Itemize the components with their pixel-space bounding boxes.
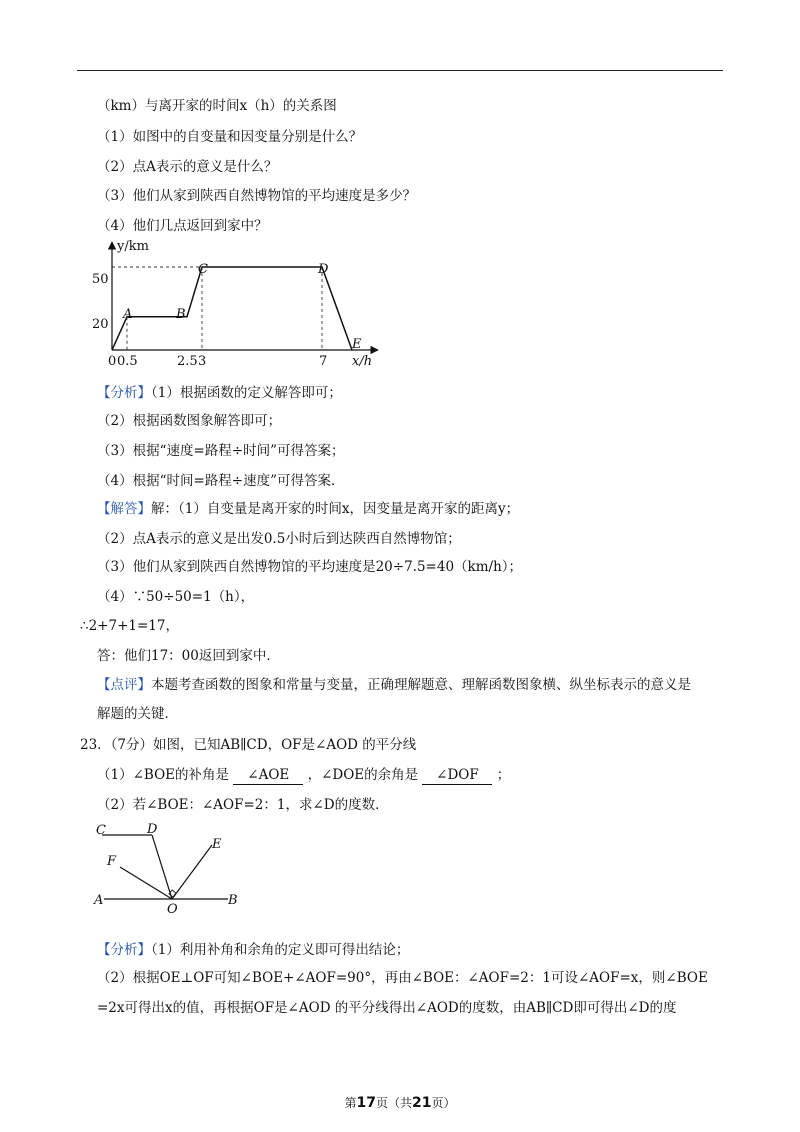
p22-solution-1: 【解答】解：（1）自变量是离开家的时间x，因变量是离开家的距离y；	[97, 501, 520, 517]
ray-od	[152, 835, 172, 899]
x-tick-3: 3	[198, 354, 207, 369]
x-axis-label: x/h	[352, 354, 373, 369]
distance-curve	[112, 267, 352, 350]
point-c-label: C	[198, 262, 208, 277]
analysis-tag: 【分析】	[97, 385, 151, 401]
y-axis-label: y/km	[117, 239, 149, 254]
point-a-label: A	[123, 307, 133, 322]
p23-stem: 23．（7分）如图，已知AB∥CD，OF是∠AOD 的平分线	[80, 737, 417, 753]
analysis-tag-2: 【分析】	[97, 942, 151, 958]
header-rule	[77, 70, 723, 71]
svg-text:E: E	[212, 837, 222, 852]
point-d-label: D	[318, 262, 329, 277]
comment-tag: 【点评】	[97, 677, 151, 693]
svg-text:F: F	[107, 854, 117, 869]
p22-solution-3: （3）他们从家到陕西自然博物馆的平均速度是20÷7.5=40（km/h）；	[97, 559, 523, 575]
page-total: 21	[412, 1095, 432, 1111]
p23-analysis-3: =2x可得出x的值，再根据OF是∠AOD 的平分线得出∠AOD的度数，由AB∥CD即可得出∠D的度	[97, 1000, 677, 1016]
p22-analysis-1: 【分析】（1）根据函数的定义解答即可；	[97, 385, 342, 401]
angle-figure	[90, 817, 260, 917]
p22-analysis-2: （2）根据函数图象解答即可；	[97, 413, 282, 429]
point-e-label: E	[352, 337, 362, 352]
p22-comment-1: 【点评】本题考查函数的图象和常量与变量，正确理解题意、理解函数图象横、纵坐标表示的意义是	[97, 677, 691, 693]
x-tick-0: 0	[108, 354, 117, 369]
p22-analysis-4: （4）根据“时间=路程÷速度”可得答案．	[97, 473, 345, 489]
p23-question-2: （2）若∠BOE：∠AOF=2：1，求∠D的度数．	[97, 797, 389, 813]
page-number: 17	[356, 1095, 376, 1111]
x-tick-7: 7	[319, 354, 328, 369]
page-footer: 第17页（共21页）	[344, 1095, 456, 1111]
p22-solution-5: ∴2+7+1=17，	[80, 618, 179, 634]
p23-analysis-2: （2）根据OE⊥OF可知∠BOE+∠AOF=90°，再由∠BOE：∠AOF=2：1可设∠AOF=x，则∠BOE	[97, 970, 708, 986]
p22-intro: （km）与离开家的时间x（h）的关系图	[97, 98, 337, 114]
answer-blank-2: ∠DOF	[422, 766, 492, 785]
point-b-label: B	[176, 307, 186, 322]
p22-analysis-3: （3）根据“速度=路程÷时间”可得答案；	[97, 443, 345, 459]
svg-text:B: B	[228, 893, 238, 908]
p23-question-1: （1）∠BOE的补角是 ∠AOE ，∠DOE的余角是 ∠DOF ；	[97, 767, 511, 783]
p22-solution-2: （2）点A表示的意义是出发0.5小时后到达陕西自然博物馆；	[97, 531, 461, 547]
p22-question-3: （3）他们从家到陕西自然博物馆的平均速度是多少？	[97, 188, 417, 204]
p22-solution-4: （4）∵50÷50=1（h），	[97, 589, 255, 605]
answer-blank-1: ∠AOE	[233, 766, 303, 785]
p23-analysis-1: 【分析】（1）利用补角和余角的定义即可得出结论；	[97, 942, 410, 958]
ray-oe	[172, 845, 212, 899]
ray-of	[120, 867, 172, 899]
x-tick-2-5: 2.5	[177, 354, 198, 369]
p22-solution-6: 答：他们17：00返回到家中．	[97, 648, 280, 664]
p22-question-2: （2）点A表示的意义是什么？	[97, 159, 278, 175]
y-tick-50: 50	[92, 272, 109, 287]
solution-tag: 【解答】	[97, 501, 151, 517]
p22-question-4: （4）他们几点返回到家中？	[97, 218, 268, 234]
p22-question-1: （1）如图中的自变量和因变量分别是什么？	[97, 129, 363, 145]
svg-text:A: A	[94, 893, 104, 908]
distance-time-graph	[88, 238, 388, 373]
y-tick-20: 20	[92, 317, 109, 332]
p22-comment-2: 解题的关键．	[97, 706, 178, 722]
svg-text:O: O	[167, 902, 178, 917]
svg-text:C: C	[96, 823, 106, 838]
x-tick-0-5: 0.5	[117, 354, 138, 369]
svg-text:D: D	[147, 822, 158, 837]
